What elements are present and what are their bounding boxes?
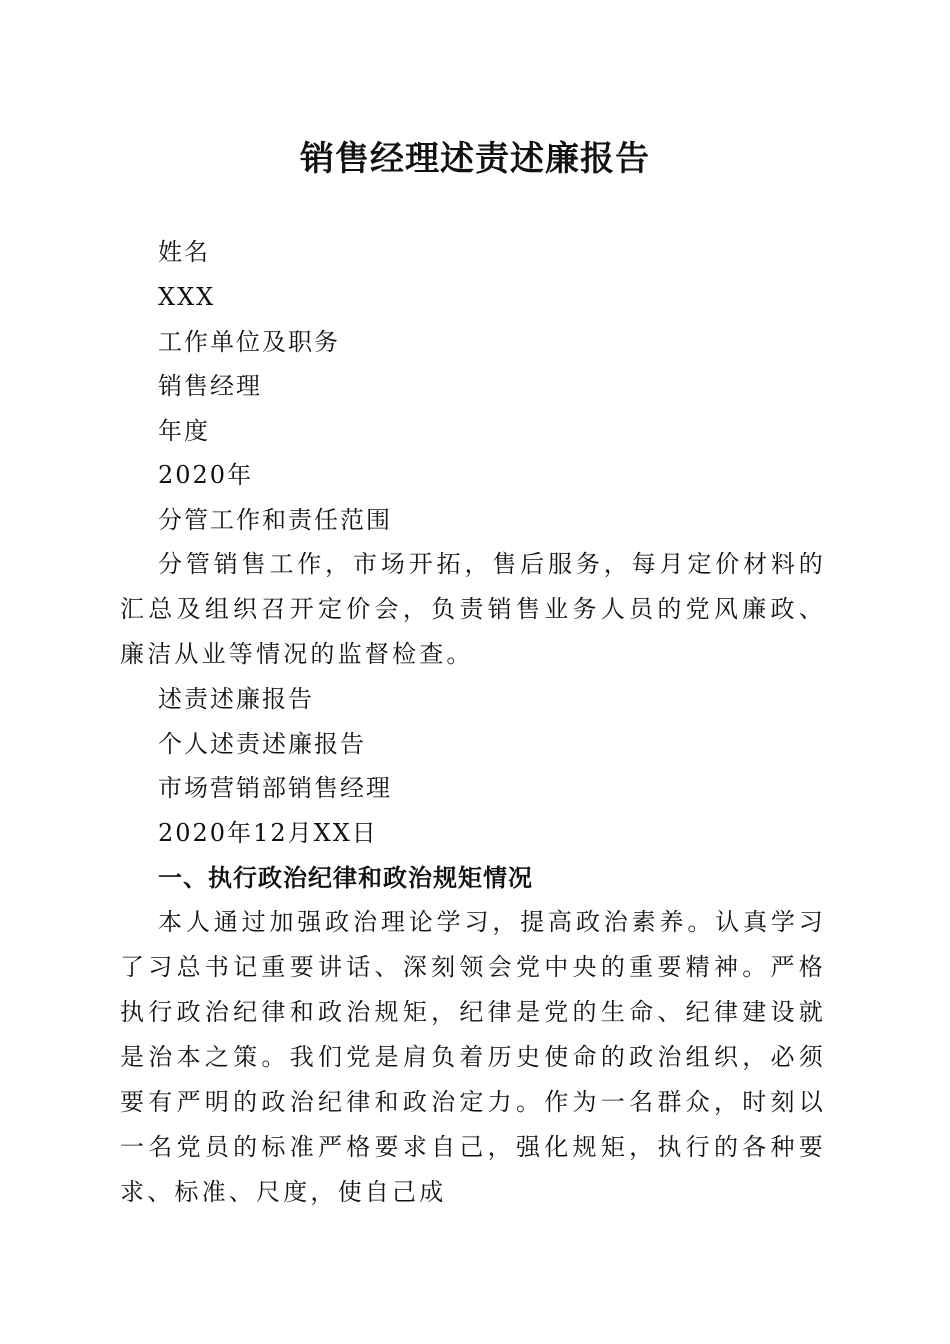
- document-title: 销售经理述责述廉报告: [300, 139, 650, 179]
- field-label-unit-position: 工作单位及职务: [158, 328, 340, 356]
- field-value-unit-position: 销售经理: [158, 372, 262, 400]
- field-value-year: 2020年: [158, 461, 254, 489]
- report-line-2: 个人述责述廉报告: [158, 730, 366, 758]
- report-line-1: 述责述廉报告: [158, 685, 314, 713]
- field-label-name: 姓名: [158, 238, 210, 266]
- scope-paragraph: 分管销售工作，市场开拓，售后服务，每月定价材料的汇总及组织召开定价会，负责销售业务人员的党风廉政、廉洁从业等情况的监督检查。: [120, 550, 826, 668]
- section-1-body: 本人通过加强政治理论学习，提高政治素养。认真学习了习总书记重要讲话、深刻领会党中央的重要精神。严格执行政治纪律和政治规矩，纪律是党的生命、纪律建设就是治本之策。我们党是肩负着历史使命的政治组织，必须要有严明的政治纪律和政治定力。作为一名群众，时刻以一名党员的标准严格要求自己，强化规矩，执行的各种要求、标准、尺度，使自己成: [120, 908, 826, 1206]
- report-line-3: 市场营销部销售经理: [158, 774, 392, 802]
- field-label-scope: 分管工作和责任范围: [158, 506, 392, 534]
- field-label-year: 年度: [158, 417, 210, 445]
- section-1-heading: 一、执行政治纪律和政治规矩情况: [158, 863, 533, 892]
- report-date: 2020年12月XX日: [158, 819, 378, 847]
- field-value-name: XXX: [158, 283, 216, 311]
